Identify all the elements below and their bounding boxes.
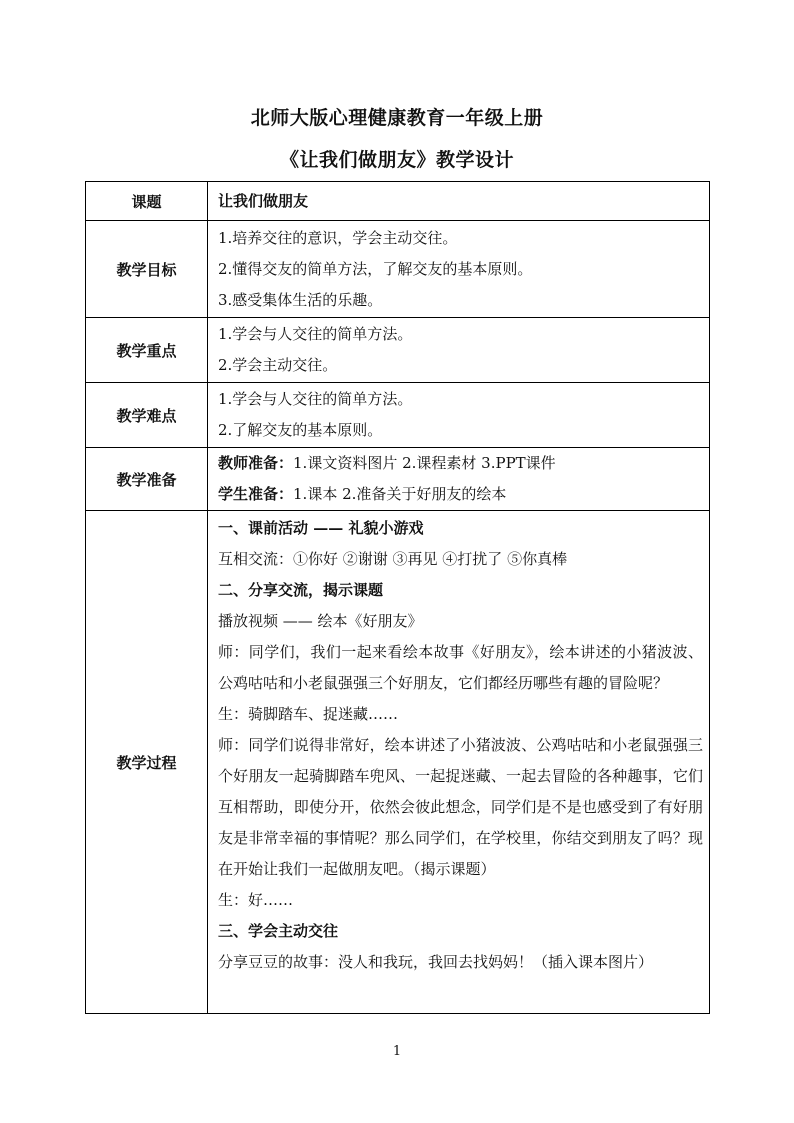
difficulties-label: 教学难点: [86, 383, 208, 448]
key-points-label: 教学重点: [86, 318, 208, 383]
process-heading: 一、课前活动 —— 礼貌小游戏: [218, 519, 424, 537]
page-number: 1: [392, 1044, 402, 1059]
process-line: 生：骑脚踏车、捉迷藏……: [218, 705, 399, 723]
table-row-process: [86, 511, 710, 1014]
key-point-item: 1.学会与人交往的简单方法。: [218, 325, 413, 343]
difficulties-content: [208, 383, 710, 448]
goals-content: [208, 221, 710, 318]
process-content: [208, 511, 710, 1014]
document-subtitle: 《让我们做朋友》教学设计: [279, 149, 514, 171]
table-row-topic: [86, 182, 710, 221]
document-title: 北师大版心理健康教育一年级上册: [250, 107, 544, 129]
topic-label: 课题: [86, 182, 208, 221]
teacher-preparation-label: 教师准备：: [218, 454, 294, 472]
difficulty-item: 2.了解交友的基本原则。: [218, 421, 383, 439]
preparation-label: 教学准备: [86, 448, 208, 511]
key-points-content: [208, 318, 710, 383]
process-heading: 二、分享交流，揭示课题: [218, 581, 384, 599]
teacher-preparation-value: 1.课文资料图片 2.课程素材 3.PPT课件: [293, 454, 556, 472]
process-line: 生：好……: [218, 891, 294, 909]
process-line: 播放视频 —— 绘本《好朋友》: [218, 612, 423, 630]
table-row-key-points: [86, 318, 710, 383]
topic-value: 让我们做朋友: [208, 182, 710, 221]
key-point-item: 2.学会主动交往。: [218, 356, 338, 374]
process-paragraph: 师：同学们，我们一起来看绘本故事《好朋友》，绘本讲述的小猪波波、公鸡咕咕和小老鼠强强三个好朋友，它们都经历哪些有趣的冒险呢？: [218, 643, 703, 692]
goals-label: 教学目标: [86, 221, 208, 318]
goal-item: 3.感受集体生活的乐趣。: [218, 290, 383, 309]
table-row-preparation: [86, 448, 710, 511]
process-paragraph: 师：同学们说得非常好，绘本讲述了小猪波波、公鸡咕咕和小老鼠强强三个好朋友一起骑脚踏车兜风、一起捉迷藏、一起去冒险的各种趣事，它们互相帮助，即使分开，依然会彼此想念，同学们是不是也感受到了有好朋友是非常幸福的事情呢？那么同学们，在学校里，你结交到朋友了吗？现在开始让我们一起做朋友吧。（揭示课题）: [218, 736, 703, 878]
teacher-preparation: [218, 448, 703, 479]
student-preparation: [218, 479, 703, 510]
student-preparation-value: 1.课本 2.准备关于好朋友的绘本: [293, 485, 507, 503]
lesson-plan-table: [85, 181, 710, 1014]
process-line: 互相交流：①你好 ②谢谢 ③再见 ④打扰了 ⑤你真棒: [218, 550, 568, 568]
difficulty-item: 1.学会与人交往的简单方法。: [218, 390, 413, 408]
table-row-difficulties: [86, 383, 710, 448]
process-heading: 三、学会主动交往: [218, 922, 339, 940]
process-line: 分享豆豆的故事：没人和我玩，我回去找妈妈！（插入课本图片）: [218, 953, 654, 971]
preparation-content: [208, 448, 710, 511]
process-label: 教学过程: [86, 511, 208, 1014]
table-row-goals: [86, 221, 710, 318]
goal-item: 1.培养交往的意识，学会主动交往。: [218, 228, 458, 247]
goal-item: 2.懂得交友的简单方法，了解交友的基本原则。: [218, 259, 533, 278]
student-preparation-label: 学生准备：: [218, 485, 294, 503]
